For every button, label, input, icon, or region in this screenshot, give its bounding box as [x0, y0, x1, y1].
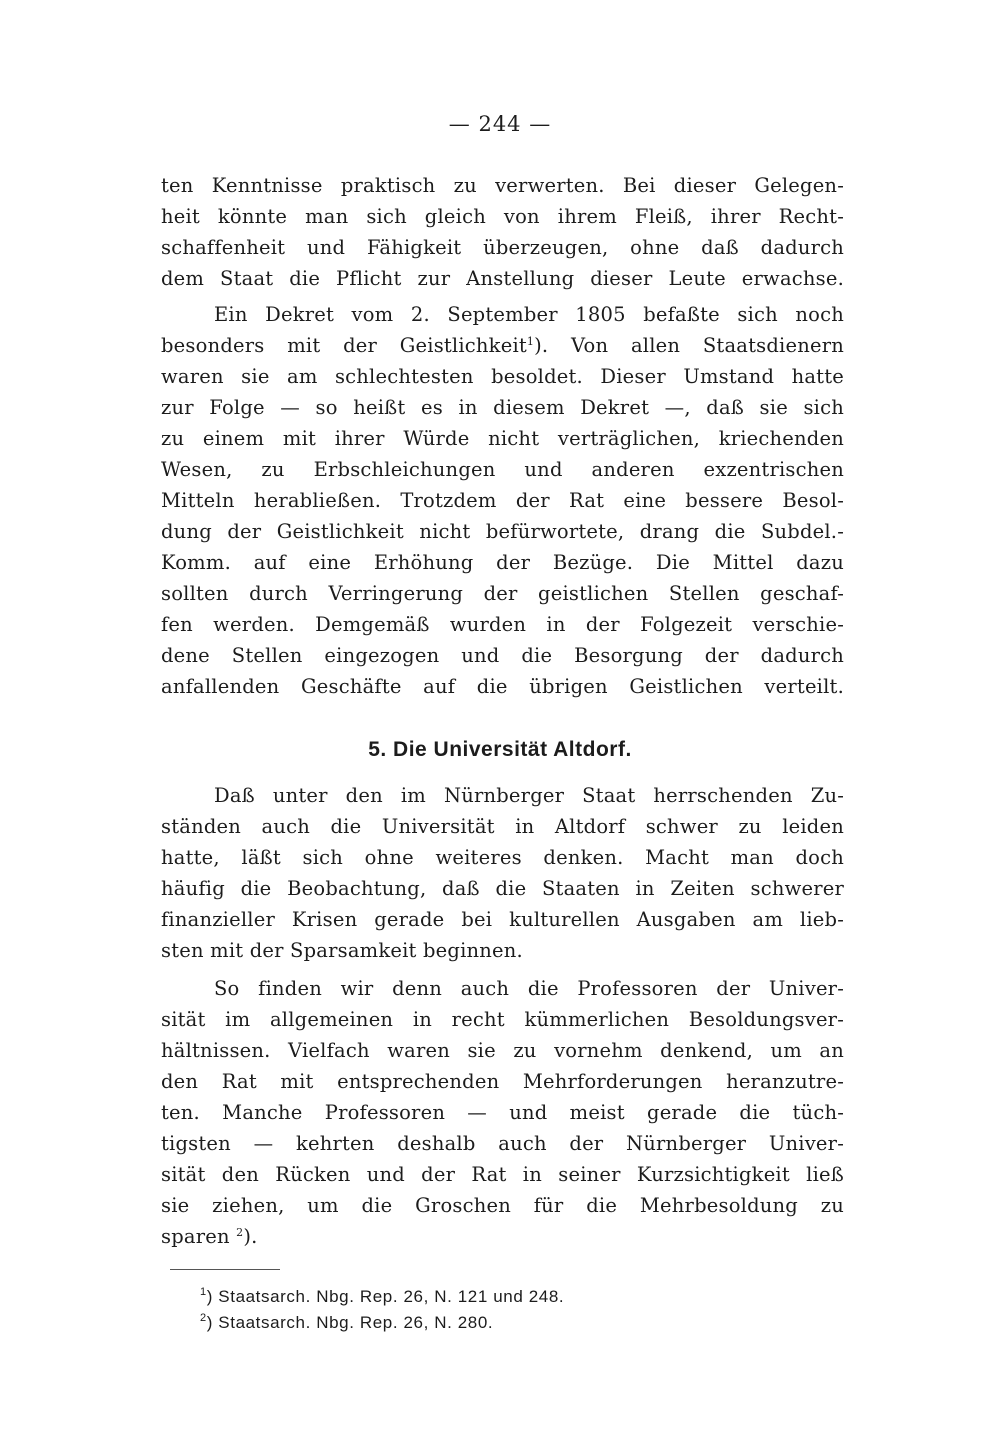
paragraph-3	[161, 780, 844, 966]
text-line: sollten durch Verringerung der geistlichen Stellen geschaf-	[161, 582, 844, 605]
text-line: heit könnte man sich gleich von ihrem Fleiß, ihrer Recht-	[161, 205, 844, 228]
text-line: dem Staat die Pflicht zur Anstellung dieser Leute erwachse.	[161, 267, 844, 290]
text-line: dene Stellen eingezogen und die Besorgung der dadurch	[161, 644, 844, 667]
paragraph-1	[161, 170, 844, 294]
text-line: den Rat mit entsprechenden Mehrforderungen heranzutre-	[161, 1070, 844, 1093]
footnote-ref-1: 1	[526, 335, 535, 348]
footnote-text: ) Staatsarch. Nbg. Rep. 26, N. 280.	[206, 1313, 494, 1332]
text-line: sten mit der Sparsamkeit beginnen.	[161, 939, 523, 962]
text-line: dung der Geistlichkeit nicht befürwortete, drang die Subdel.-	[161, 520, 844, 543]
text-line: sität im allgemeinen in recht kümmerlichen Besoldungsver-	[161, 1008, 844, 1031]
text-line: finanzieller Krisen gerade bei kulturellen Ausgaben am lieb-	[161, 908, 844, 931]
text-line-part: sparen	[161, 1225, 230, 1248]
text-line: tigsten — kehrten deshalb auch der Nürnberger Univer-	[161, 1132, 844, 1155]
footnote-2	[200, 1310, 564, 1336]
page-number: — 244 —	[448, 112, 552, 136]
text-line: waren sie am schlechtesten besoldet. Dieser Umstand hatte	[161, 365, 844, 388]
footnote-mark: 2	[200, 1312, 207, 1324]
footnotes	[200, 1284, 564, 1336]
text-line: ständen auch die Universität in Altdorf schwer zu leiden	[161, 815, 844, 838]
text-line: ten Kenntnisse praktisch zu verwerten. Bei dieser Gelegen-	[161, 174, 844, 197]
text-line: hältnissen. Vielfach waren sie zu vornehm denkend, um an	[161, 1039, 844, 1062]
text-line: sie ziehen, um die Groschen für die Mehrbesoldung zu	[161, 1194, 844, 1217]
text-line	[161, 1221, 844, 1252]
text-line: Mitteln herabließen. Trotzdem der Rat eine bessere Besol-	[161, 489, 844, 512]
text-line-part: besonders mit der Geistlichkeit	[161, 334, 527, 357]
text-line: Ein Dekret vom 2. September 1805 befaßte sich noch	[214, 303, 844, 326]
text-line: sität den Rücken und der Rat in seiner Kurzsichtigkeit ließ	[161, 1163, 844, 1186]
text-line: Wesen, zu Erbschleichungen und anderen exzentrischen	[161, 458, 844, 481]
paragraph-2	[161, 299, 844, 702]
text-line: So finden wir denn auch die Professoren der Univer-	[214, 977, 844, 1000]
text-line: zur Folge — so heißt es in diesem Dekret —, daß sie sich	[161, 396, 844, 419]
text-line: häufig die Beobachtung, daß die Staaten in Zeiten schwerer	[161, 877, 844, 900]
footnote-ref-2: 2	[236, 1226, 244, 1239]
text-line: hatte, läßt sich ohne weiteres denken. Macht man doch	[161, 846, 844, 869]
footnote-mark: 1	[200, 1286, 207, 1298]
section-heading: 5. Die Universität Altdorf.	[368, 738, 632, 761]
text-line: anfallenden Geschäfte auf die übrigen Geistlichen verteilt.	[161, 675, 844, 698]
text-line: Komm. auf eine Erhöhung der Bezüge. Die Mittel dazu	[161, 551, 844, 574]
text-line-part: ). Von allen Staatsdienern	[534, 334, 844, 357]
paragraph-4	[161, 973, 844, 1252]
text-line: zu einem mit ihrer Würde nicht verträglichen, kriechenden	[161, 427, 844, 450]
text-line: ten. Manche Professoren — und meist gerade die tüch-	[161, 1101, 844, 1124]
text-line	[161, 330, 844, 361]
text-line: Daß unter den im Nürnberger Staat herrschenden Zu-	[214, 784, 844, 807]
footnote-separator	[170, 1269, 280, 1270]
text-line: fen werden. Demgemäß wurden in der Folgezeit verschie-	[161, 613, 844, 636]
footnote-1	[200, 1284, 564, 1310]
footnote-text: ) Staatsarch. Nbg. Rep. 26, N. 121 und 248.	[206, 1287, 565, 1306]
text-line: schaffenheit und Fähigkeit überzeugen, ohne daß dadurch	[161, 236, 844, 259]
text-line-part: ).	[243, 1225, 258, 1248]
